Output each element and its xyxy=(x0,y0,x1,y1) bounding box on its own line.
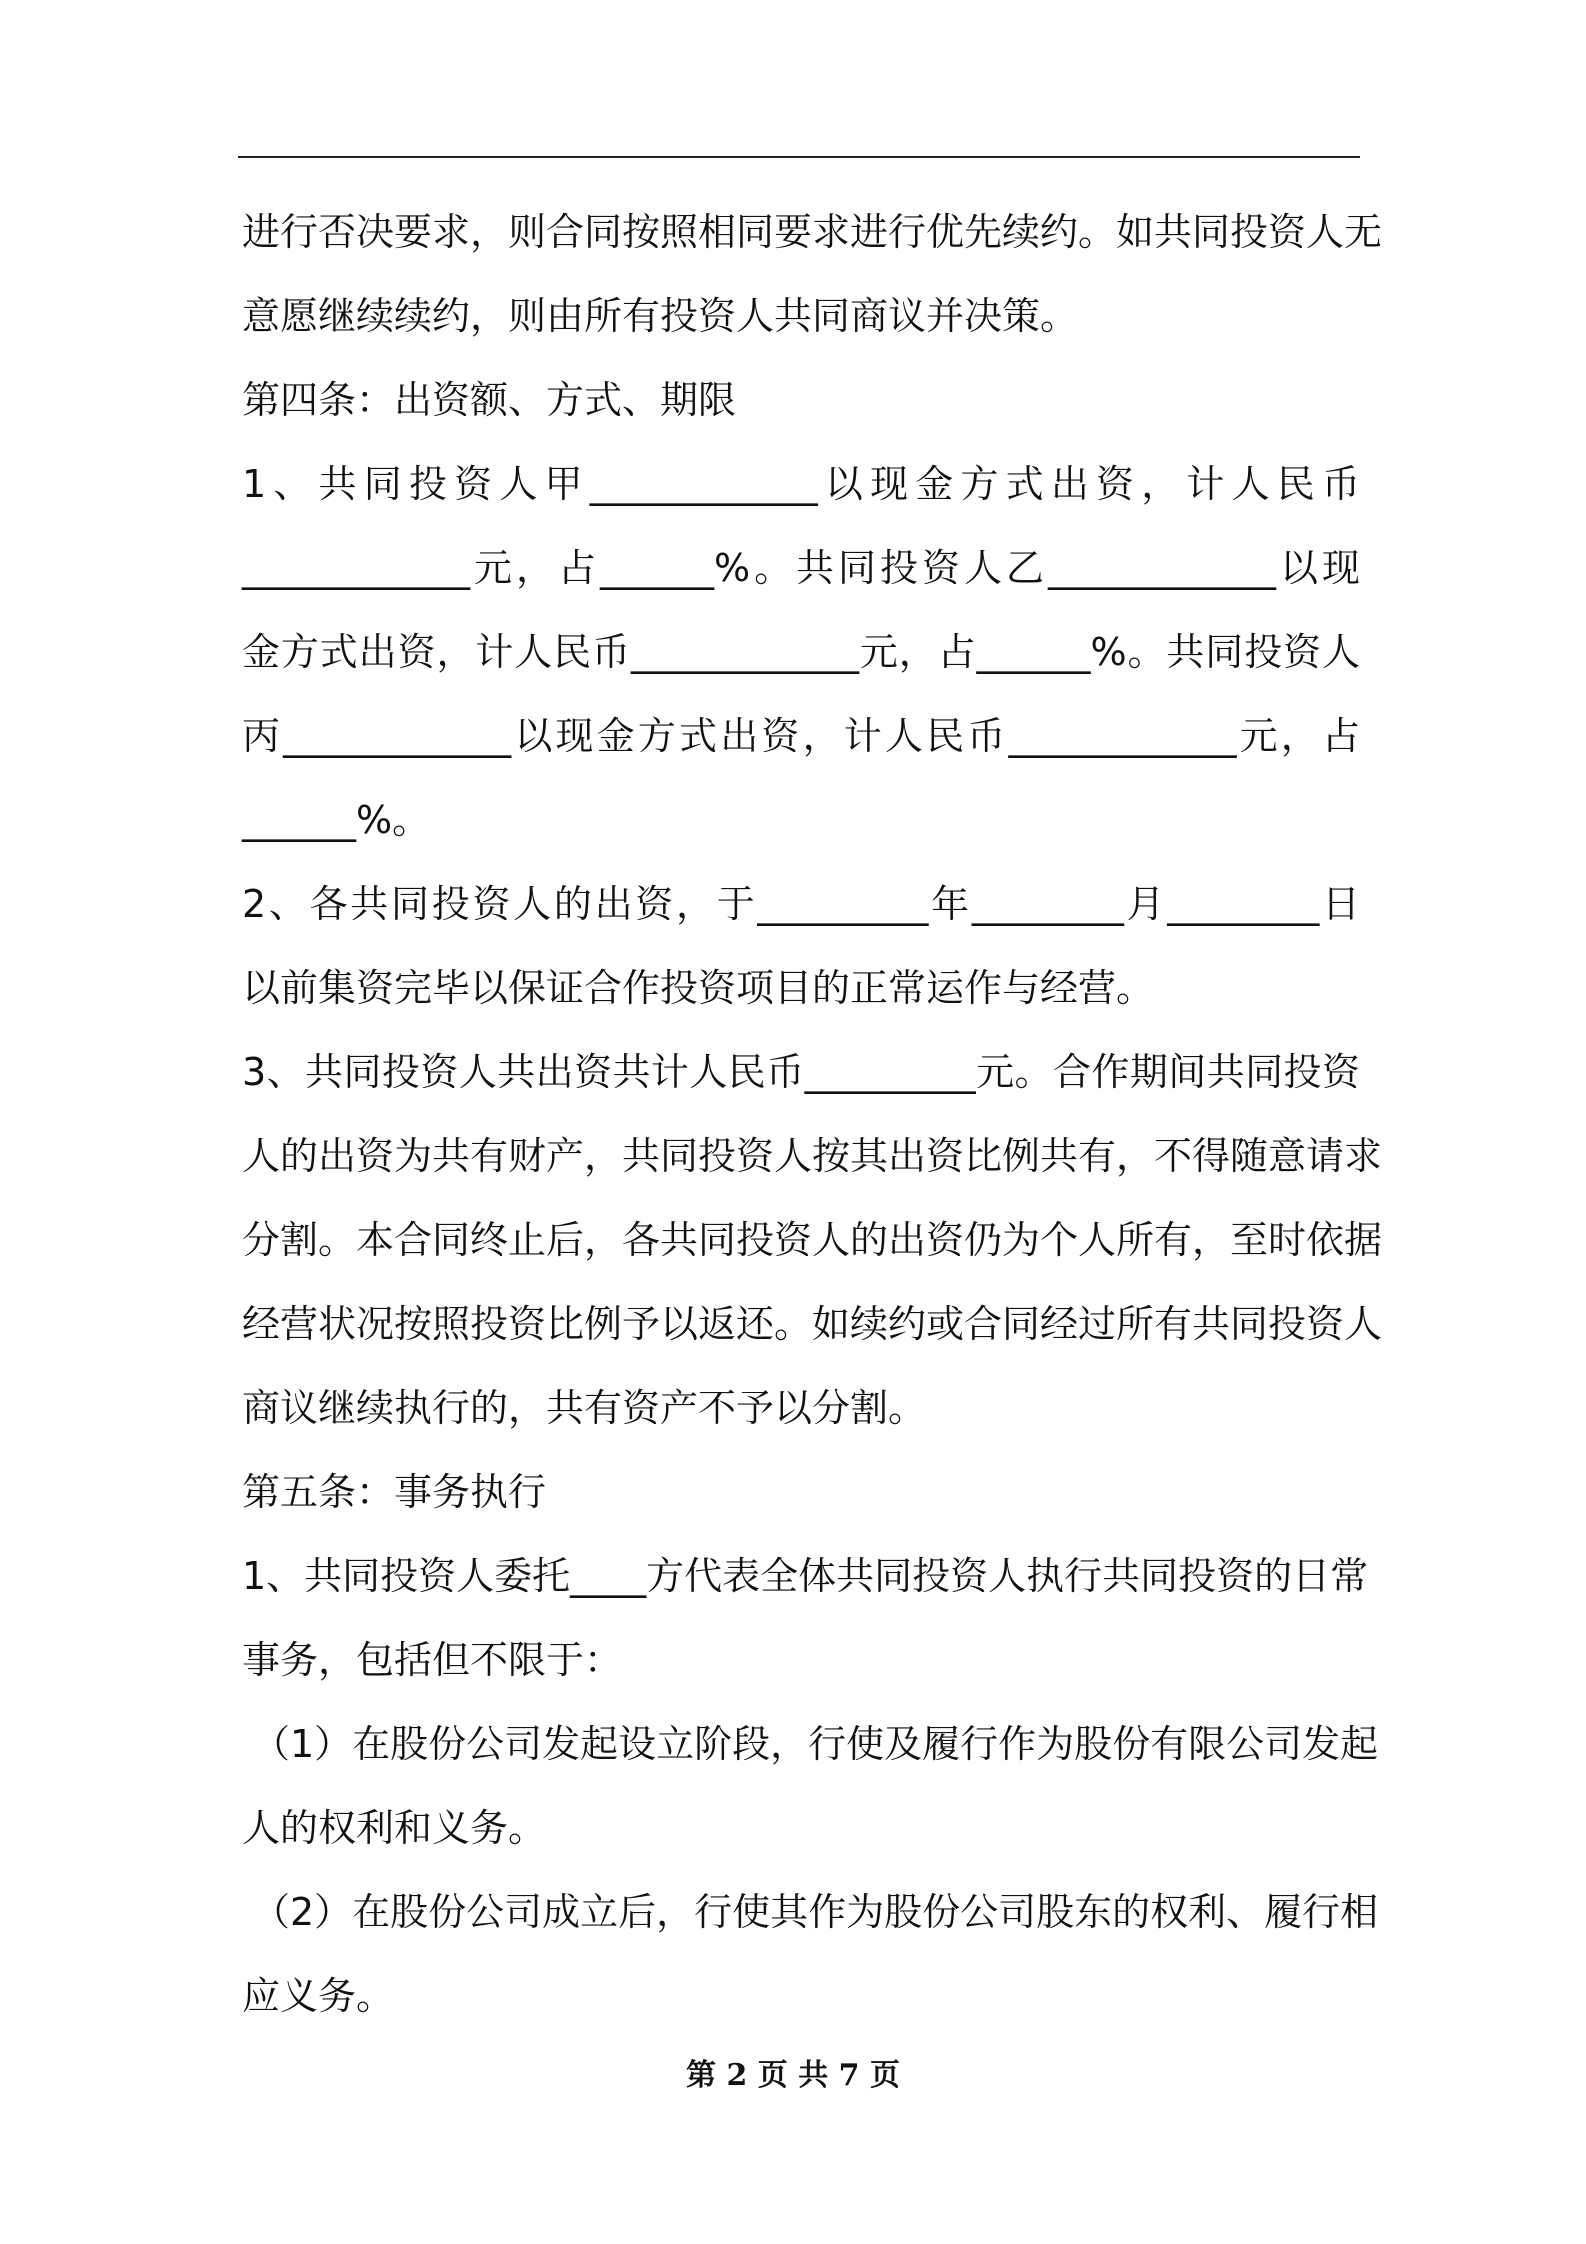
document-body xyxy=(242,190,1383,2038)
text-line: 3、共同投资人共出资共计人民币_________元。合作期间共同投资 xyxy=(242,1050,1360,1094)
text-line: 应义务。 xyxy=(242,1974,395,2018)
list-item-2: （2）在股份公司成立后，行使其作为股份公司股东的权利、履行相 xyxy=(252,1890,1379,1934)
text-line: 商议继续执行的，共有资产不予以分割。 xyxy=(242,1386,927,1430)
header-rule xyxy=(238,156,1360,158)
text-line: 进行否决要求，则合同按照相同要求进行优先续约。如共同投资人无 xyxy=(242,210,1383,254)
text-line: 1、共同投资人委托____方代表全体共同投资人执行共同投资的日常 xyxy=(242,1554,1369,1598)
text-line: 经营状况按照投资比例予以返还。如续约或合同经过所有共同投资人 xyxy=(242,1302,1383,1346)
text-line: 丙____________以现金方式出资，计人民币____________元，占 xyxy=(242,714,1360,758)
text-line: 金方式出资，计人民币____________元，占______%。共同投资人 xyxy=(242,630,1360,674)
section-heading-4: 第四条：出资额、方式、期限 xyxy=(242,378,737,422)
text-line: ______%。 xyxy=(242,798,431,842)
text-line: 2、各共同投资人的出资，于_________年________月________日 xyxy=(242,882,1360,926)
list-item-1: （1）在股份公司发起设立阶段，行使及履行作为股份有限公司发起 xyxy=(252,1722,1379,1766)
text-line: 人的权利和义务。 xyxy=(242,1806,547,1850)
page-indicator: 第 2 页 共 7 页 xyxy=(686,2058,900,2093)
text-line: 意愿继续续约，则由所有投资人共同商议并决策。 xyxy=(242,294,1079,338)
section-heading-5: 第五条：事务执行 xyxy=(242,1470,547,1514)
text-line: 人的出资为共有财产，共同投资人按其出资比例共有，不得随意请求 xyxy=(242,1134,1383,1178)
text-line: 事务，包括但不限于： xyxy=(242,1638,623,1682)
text-line: ____________元，占______%。共同投资人乙____________以现 xyxy=(242,546,1360,590)
text-line: 1、共同投资人甲____________以现金方式出资，计人民币 xyxy=(242,462,1360,506)
text-line: 以前集资完毕以保证合作投资项目的正常运作与经营。 xyxy=(242,966,1155,1010)
text-line: 分割。本合同终止后，各共同投资人的出资仍为个人所有，至时依据 xyxy=(242,1218,1383,1262)
